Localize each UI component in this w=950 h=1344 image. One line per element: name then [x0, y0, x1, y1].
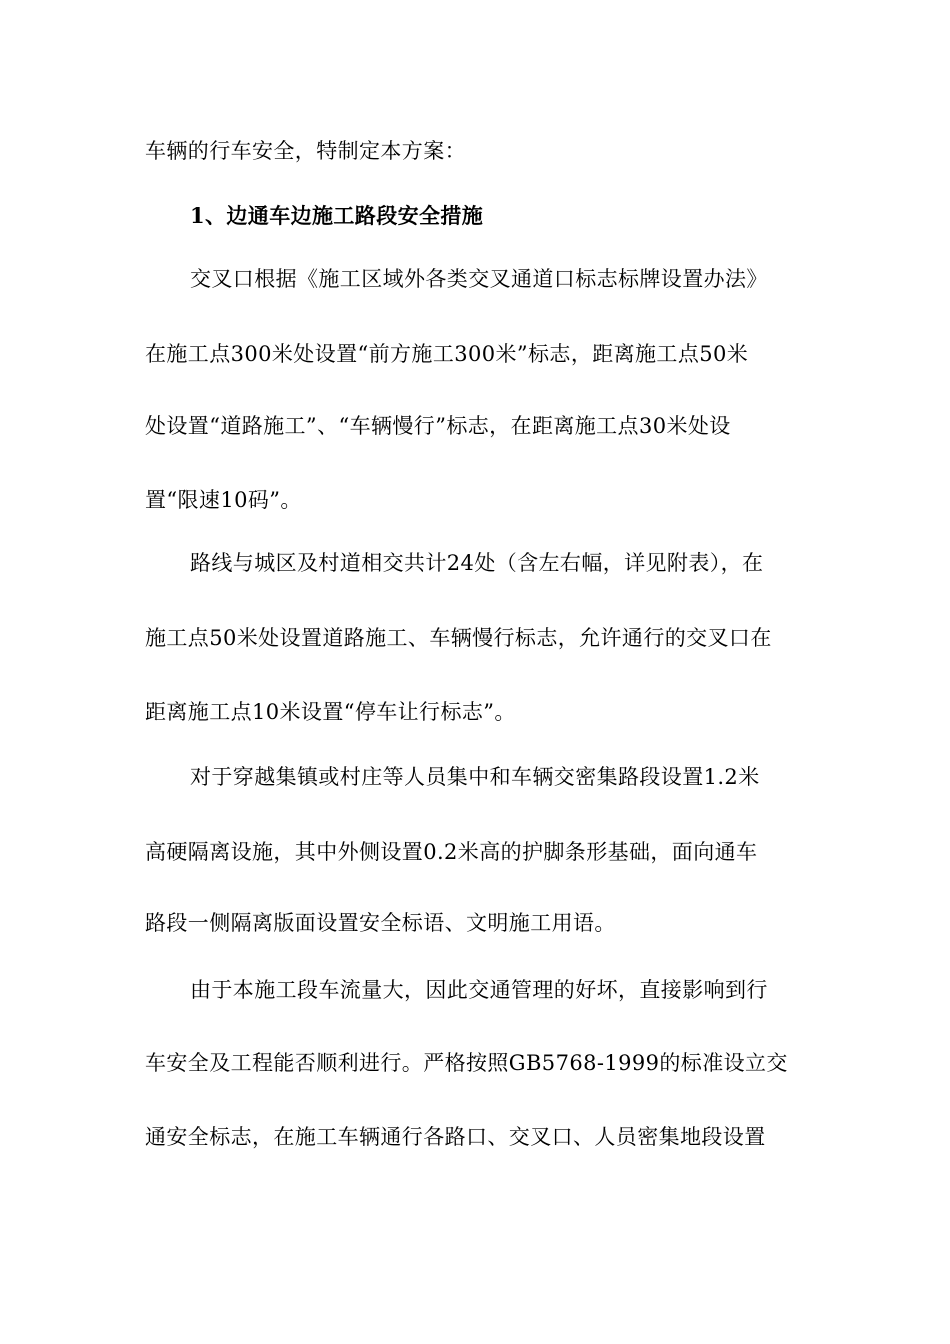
- text-line-3: 交叉口根据《施工区域外各类交叉通道口标志标牌设置办法》: [190, 267, 768, 291]
- text-line-13: 由于本施工段车流量大，因此交通管理的好坏，直接影响到行: [190, 978, 768, 1002]
- text-line-4: 在施工点300米处设置“前方施工300米”标志，距离施工点50米: [145, 342, 749, 366]
- text-line-7: 路线与城区及村道相交共计24处（含左右幅，详见附表），在: [190, 551, 764, 575]
- text-line-15: 通安全标志，在施工车辆通行各路口、交叉口、人员密集地段设置: [145, 1125, 766, 1149]
- text-line-9: 距离施工点10米设置“停车让行标志”。: [145, 700, 516, 724]
- text-line-10: 对于穿越集镇或村庄等人员集中和车辆交密集路段设置1.2米: [190, 765, 760, 789]
- text-line-8: 施工点50米处设置道路施工、车辆慢行标志，允许通行的交叉口在: [145, 626, 772, 650]
- text-line-6: 置“限速10码”。: [145, 488, 302, 512]
- text-line-14: 车安全及工程能否顺利进行。严格按照GB5768-1999的标准设立交: [145, 1051, 788, 1075]
- text-line-12: 路段一侧隔离版面设置安全标语、文明施工用语。: [145, 911, 616, 935]
- section-heading: 1、边通车边施工路段安全措施: [190, 203, 484, 228]
- text-line-1: 车辆的行车安全，特制定本方案：: [145, 139, 466, 163]
- text-line-11: 高硬隔离设施，其中外侧设置0.2米高的护脚条形基础，面向通车: [145, 840, 758, 864]
- text-line-5: 处设置“道路施工”、“车辆慢行”标志，在距离施工点30米处设: [145, 414, 731, 438]
